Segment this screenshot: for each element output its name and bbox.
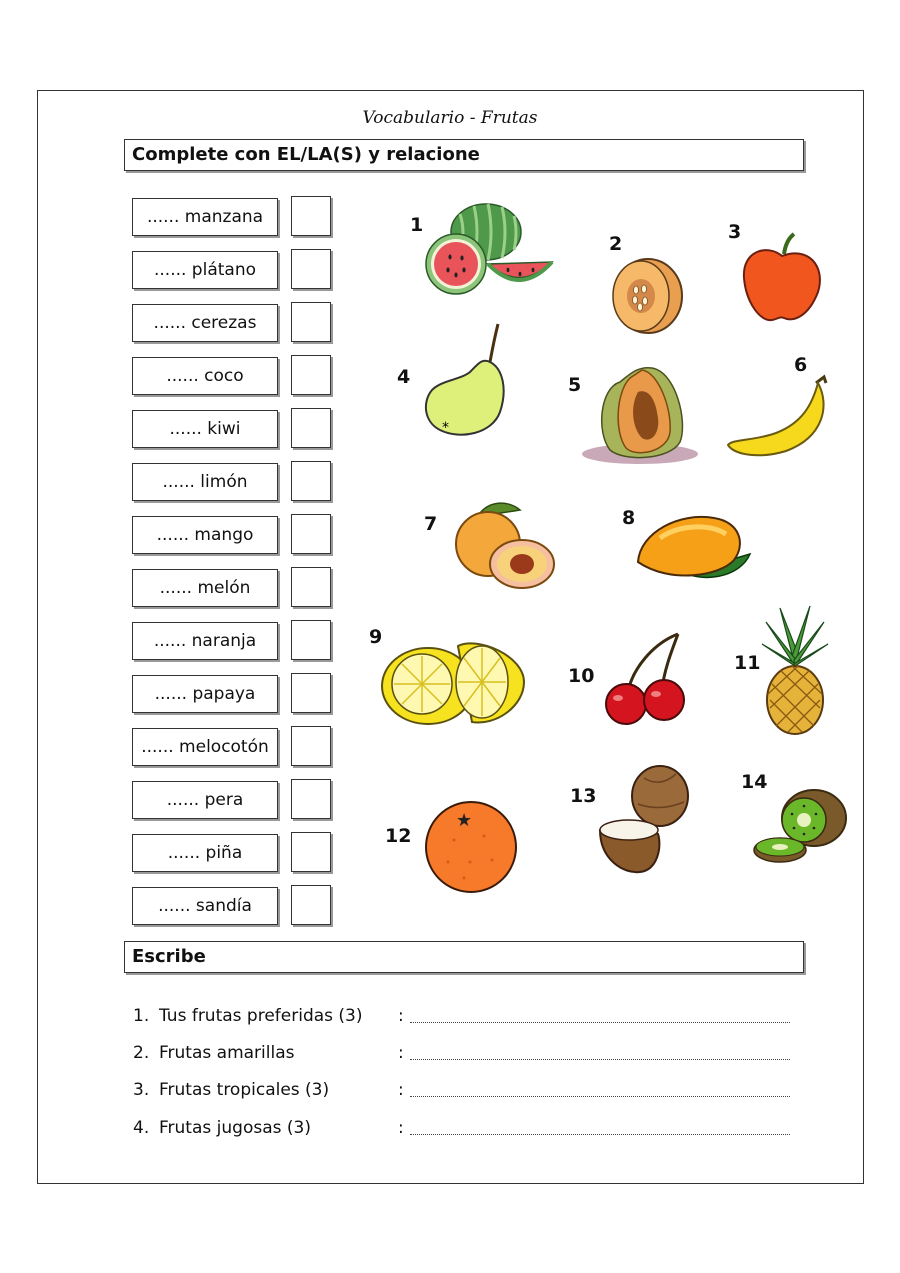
word-box: ...... limón [132,463,278,501]
kiwi-icon [752,786,848,866]
answer-box[interactable] [291,567,331,607]
word-box: ...... cerezas [132,304,278,342]
answer-box[interactable] [291,355,331,395]
picture-number: 2 [609,233,623,255]
svg-text:★: ★ [456,810,473,831]
picture-number: 6 [794,354,808,376]
question-colon: : [398,1006,404,1026]
question-colon: : [398,1080,404,1100]
answer-box[interactable] [291,302,331,342]
answer-box[interactable] [291,726,331,766]
picture-number: 1 [410,214,424,236]
word-box: ...... pera [132,781,278,819]
question-text: Frutas jugosas (3) [159,1118,311,1138]
word-box: ...... papaya [132,675,278,713]
question-text: Frutas tropicales (3) [159,1080,330,1100]
word-box: ...... melocotón [132,728,278,766]
banana-icon [726,375,836,457]
answer-box[interactable] [291,196,331,236]
question-number: 2. [133,1043,150,1063]
question-text: Frutas amarillas [159,1043,295,1063]
word-box: ...... piña [132,834,278,872]
question-colon: : [398,1043,404,1063]
coconut-icon [596,764,692,876]
section-heading-complete: Complete con EL/LA(S) y relacione [124,139,804,171]
answer-line[interactable] [410,1134,790,1135]
apple-icon [738,230,826,325]
lemon-icon [378,636,526,728]
orange-icon [424,800,518,894]
answer-line[interactable] [410,1059,790,1060]
question-text: Tus frutas preferidas (3) [159,1006,363,1026]
word-box: ...... kiwi [132,410,278,448]
pear-icon [420,322,508,440]
question-number: 3. [133,1080,150,1100]
page-title: Vocabulario - Frutas [362,108,538,128]
svg-text:*: * [442,420,449,436]
picture-number: 7 [424,513,438,535]
answer-box[interactable] [291,779,331,819]
picture-number: 9 [369,626,383,648]
picture-number: 11 [734,652,761,674]
question-item [133,1080,329,1100]
word-box: ...... sandía [132,887,278,925]
picture-number: 3 [728,221,742,243]
answer-box[interactable] [291,408,331,448]
cherries-icon [602,630,690,726]
question-item [133,1118,311,1138]
answer-box[interactable] [291,832,331,872]
answer-box[interactable] [291,249,331,289]
word-box: ...... mango [132,516,278,554]
answer-box[interactable] [291,514,331,554]
answer-line[interactable] [410,1096,790,1097]
answer-box[interactable] [291,620,331,660]
answer-box[interactable] [291,461,331,501]
word-box: ...... manzana [132,198,278,236]
answer-box[interactable] [291,885,331,925]
picture-number: 13 [570,785,597,807]
answer-line[interactable] [410,1022,790,1023]
question-colon: : [398,1118,404,1138]
papaya-icon [580,362,705,467]
peach-icon [448,496,556,592]
question-number: 4. [133,1118,150,1138]
word-box: ...... naranja [132,622,278,660]
melon-icon [608,256,684,336]
picture-number: 5 [568,374,582,396]
mango-icon [630,508,755,588]
question-item [133,1043,294,1063]
question-item [133,1006,363,1026]
section-heading-escribe: Escribe [124,941,804,973]
word-box: ...... melón [132,569,278,607]
word-box: ...... plátano [132,251,278,289]
answer-box[interactable] [291,673,331,713]
pineapple-icon [762,604,828,736]
picture-number: 14 [741,771,768,793]
question-number: 1. [133,1006,150,1026]
watermelon-icon [420,202,555,297]
word-box: ...... coco [132,357,278,395]
picture-number: 8 [622,507,636,529]
picture-number: 4 [397,366,411,388]
picture-number: 12 [385,825,412,847]
picture-number: 10 [568,665,595,687]
